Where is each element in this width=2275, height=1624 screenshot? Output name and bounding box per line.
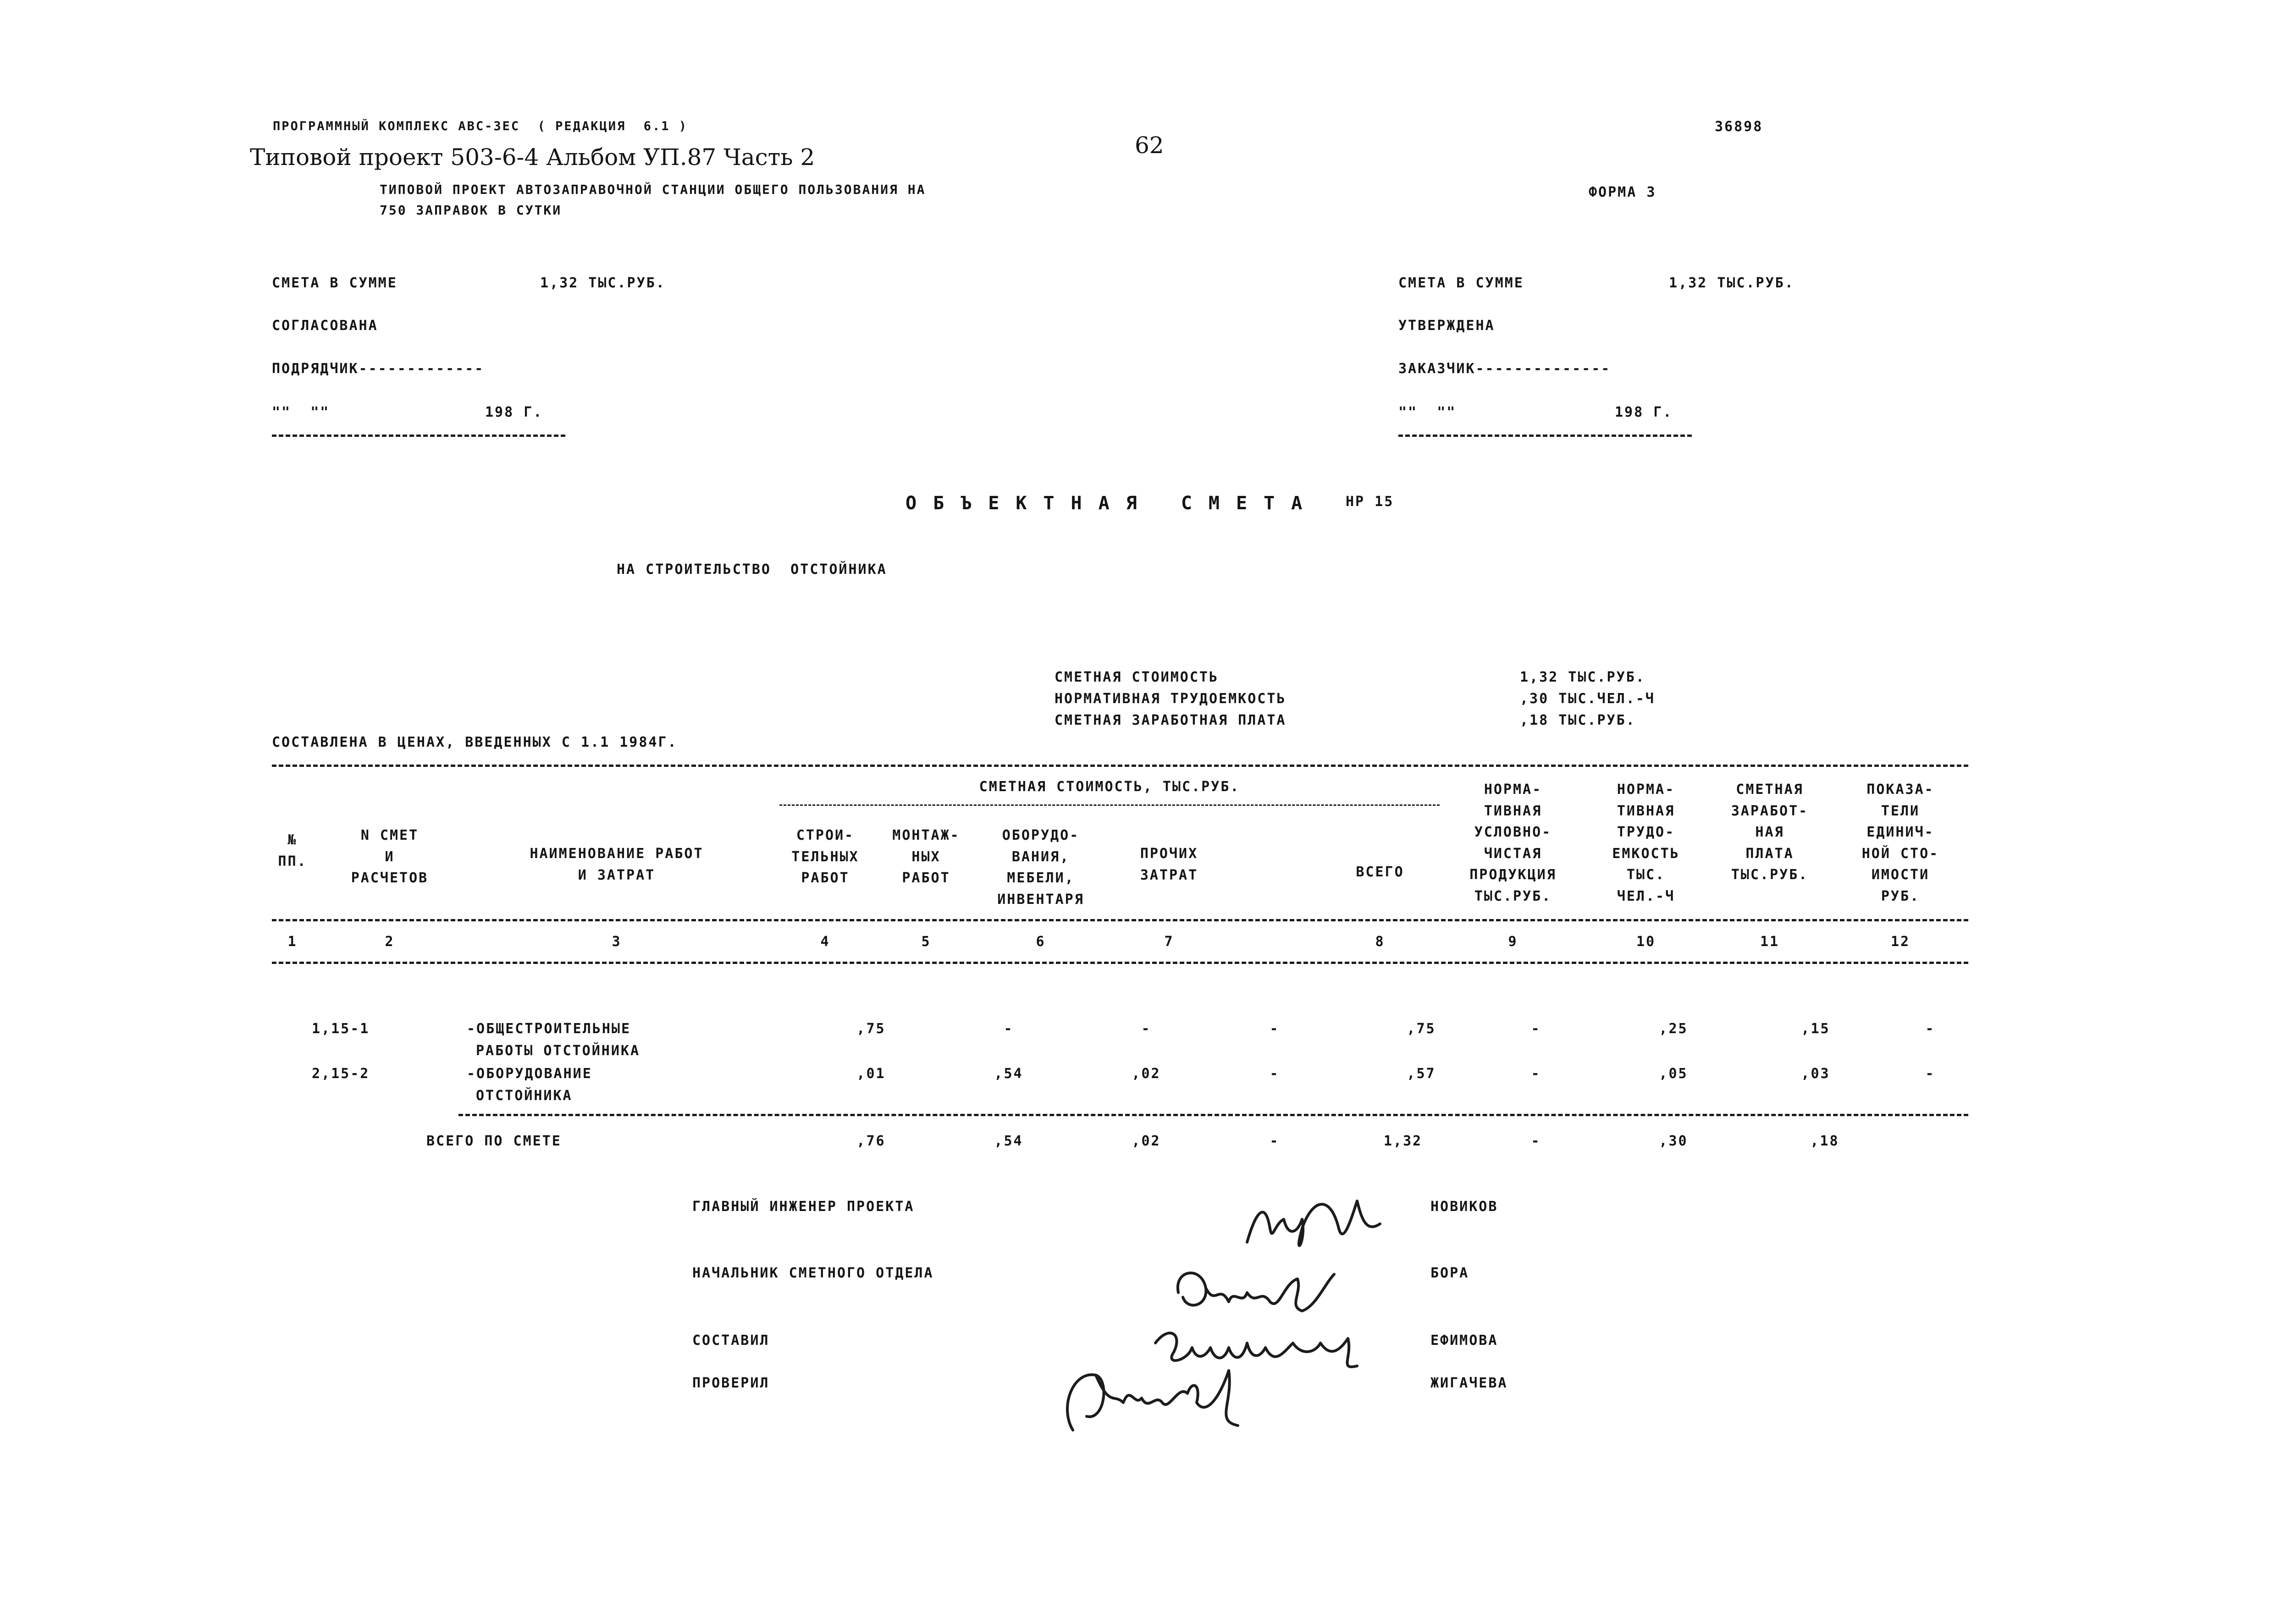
right-sum-value: 1,32 ТЫС.РУБ. xyxy=(1669,275,1795,291)
total-rule xyxy=(458,1114,1968,1116)
total-label: ВСЕГО ПО СМЕТЕ xyxy=(426,1133,562,1149)
document-title: ОБЪЕКТНАЯ СМЕТА xyxy=(906,493,1319,514)
row-2-name-1: -ОБОРУДОВАНИЕ xyxy=(467,1066,592,1082)
row-1-build: ,75 xyxy=(856,1021,886,1037)
row-2-equip: ,02 xyxy=(1132,1066,1161,1082)
cost-group-header: СМЕТНАЯ СТОИМОСТЬ, ТЫС.РУБ. xyxy=(979,779,1240,795)
header-col-1: № ПП. xyxy=(278,832,307,870)
title-line-2: 750 ЗАПРАВОК В СУТКИ xyxy=(380,203,562,218)
column-number-3: 3 xyxy=(612,934,622,950)
row-1-name-1: -ОБЩЕСТРОИТЕЛЬНЫЕ xyxy=(467,1021,631,1037)
summary-labor-label: НОРМАТИВНАЯ ТРУДОЕМКОСТЬ xyxy=(1055,691,1287,707)
project-line: Типовой проект 503-6-4 Альбом УП.87 Часть 2 xyxy=(250,144,815,171)
column-numbers-rule xyxy=(272,962,1968,964)
header-col-3: НАИМЕНОВАНИЕ РАБОТ И ЗАТРАТ xyxy=(530,846,704,883)
summary-cost-label: СМЕТНАЯ СТОИМОСТЬ xyxy=(1055,669,1219,685)
signature-role-compiled: СОСТАВИЛ xyxy=(692,1332,770,1349)
column-number-4: 4 xyxy=(820,934,830,950)
summary-labor-value: ,30 ТЫС.ЧЕЛ.-Ч xyxy=(1520,691,1655,707)
left-date-rule xyxy=(272,435,565,437)
header-col-2: N СМЕТ И РАСЧЕТОВ xyxy=(351,827,429,886)
row-1-product: - xyxy=(1531,1021,1541,1037)
right-date-year: 198 Г. xyxy=(1615,404,1673,420)
total-equip: ,02 xyxy=(1132,1133,1161,1149)
title-line-1: ТИПОВОЙ ПРОЕКТ АВТОЗАПРАВОЧНОЙ СТАНЦИИ ОБЩЕГО ПОЛЬЗОВАНИЯ НА xyxy=(380,182,926,197)
left-sum-value: 1,32 ТЫС.РУБ. xyxy=(540,275,666,291)
row-1-indicator: - xyxy=(1925,1021,1935,1037)
total-product: - xyxy=(1531,1133,1541,1149)
left-date-year: 198 Г. xyxy=(485,404,543,420)
total-other: - xyxy=(1270,1133,1280,1149)
total-labor: ,30 xyxy=(1659,1133,1688,1149)
column-number-7: 7 xyxy=(1164,934,1174,950)
row-2-other: - xyxy=(1270,1066,1280,1082)
signature-name-checked: ЖИГАЧЕВА xyxy=(1430,1375,1508,1391)
table-top-rule xyxy=(272,765,1968,767)
signature-role-checked: ПРОВЕРИЛ xyxy=(692,1375,770,1391)
cost-group-rule xyxy=(779,804,1440,806)
row-2-product: - xyxy=(1531,1066,1541,1082)
page-number: 62 xyxy=(1135,132,1164,159)
right-date-rule xyxy=(1398,435,1692,437)
total-wage: ,18 xyxy=(1810,1133,1839,1149)
right-approved-label: УТВЕРЖДЕНА xyxy=(1398,318,1495,334)
summary-wage-label: СМЕТНАЯ ЗАРАБОТНАЯ ПЛАТА xyxy=(1055,712,1287,728)
row-1-labor: ,25 xyxy=(1659,1021,1688,1037)
right-customer-line: ЗАКАЗЧИК-------------- xyxy=(1398,361,1611,377)
row-2-indicator: - xyxy=(1925,1066,1935,1082)
form-label: ФОРМА 3 xyxy=(1589,184,1657,200)
signature-role-estimate-head: НАЧАЛЬНИК СМЕТНОГО ОТДЕЛА xyxy=(692,1265,934,1281)
header-col-6: ОБОРУДО- ВАНИЯ, МЕБЕЛИ, ИНВЕНТАРЯ xyxy=(997,827,1084,908)
left-contractor-line: ПОДРЯДЧИК------------- xyxy=(272,361,485,377)
header-col-4: СТРОИ- ТЕЛЬНЫХ РАБОТ xyxy=(791,827,859,886)
column-number-8: 8 xyxy=(1375,934,1385,950)
header-col-11: СМЕТНАЯ ЗАРАБОТ- НАЯ ПЛАТА ТЫС.РУБ. xyxy=(1731,782,1809,883)
left-date-quotes: "" "" xyxy=(272,404,330,420)
column-number-5: 5 xyxy=(921,934,931,950)
row-2-total: ,57 xyxy=(1407,1066,1436,1082)
header-col-7: ПРОЧИХ ЗАТРАТ xyxy=(1140,846,1198,883)
header-bottom-rule xyxy=(272,919,1968,921)
row-2-labor: ,05 xyxy=(1659,1066,1688,1082)
left-sum-label: СМЕТА В СУММЕ xyxy=(272,275,398,291)
document-number-label: НР 15 xyxy=(1346,494,1394,510)
handwritten-signature-estimate-head xyxy=(1165,1256,1339,1325)
row-2-mount: ,54 xyxy=(994,1066,1023,1082)
document-subtitle: НА СТРОИТЕЛЬСТВО ОТСТОЙНИКА xyxy=(617,562,887,578)
row-2-calc: 2,15-2 xyxy=(312,1066,370,1082)
row-2-name-2: ОТСТОЙНИКА xyxy=(476,1088,573,1104)
row-2-wage: ,03 xyxy=(1801,1066,1830,1082)
total-mount: ,54 xyxy=(994,1133,1023,1149)
header-col-12: ПОКАЗА- ТЕЛИ ЕДИНИЧ- НОЙ СТО- ИМОСТИ РУБ. xyxy=(1861,782,1939,904)
signature-role-chief-engineer: ГЛАВНЫЙ ИНЖЕНЕР ПРОЕКТА xyxy=(692,1199,915,1215)
left-agreed-label: СОГЛАСОВАНА xyxy=(272,318,378,334)
handwritten-signature-chief-engineer xyxy=(1238,1173,1389,1265)
signature-name-estimate-head: БОРА xyxy=(1430,1265,1469,1281)
signature-name-compiled: ЕФИМОВА xyxy=(1430,1332,1498,1349)
row-1-name-2: РАБОТЫ ОТСТОЙНИКА xyxy=(476,1043,641,1059)
row-1-wage: ,15 xyxy=(1801,1021,1830,1037)
row-2-build: ,01 xyxy=(856,1066,886,1082)
handwritten-signature-checked xyxy=(1055,1352,1247,1439)
summary-wage-value: ,18 ТЫС.РУБ. xyxy=(1520,712,1636,728)
signature-name-chief-engineer: НОВИКОВ xyxy=(1430,1199,1498,1215)
header-col-5: МОНТАЖ- НЫХ РАБОТ xyxy=(892,827,960,886)
row-1-total: ,75 xyxy=(1407,1021,1436,1037)
row-1-calc: 1,15-1 xyxy=(312,1021,370,1037)
total-total: 1,32 xyxy=(1383,1133,1423,1149)
header-col-9: НОРМА- ТИВНАЯ УСЛОВНО- ЧИСТАЯ ПРОДУКЦИЯ ТЫС.РУБ. xyxy=(1469,782,1557,904)
column-number-1: 1 xyxy=(287,934,298,950)
row-1-other: - xyxy=(1270,1021,1280,1037)
header-col-10: НОРМА- ТИВНАЯ ТРУДО- ЕМКОСТЬ ТЫС. ЧЕЛ.-Ч xyxy=(1612,782,1680,904)
column-number-12: 12 xyxy=(1890,934,1911,950)
row-1-mount: - xyxy=(1004,1021,1014,1037)
program-line: ПРОГРАММНЫЙ КОМПЛЕКС АВС-ЗЕС ( РЕДАКЦИЯ 6.1 ) xyxy=(273,119,688,133)
total-build: ,76 xyxy=(856,1133,886,1149)
column-number-2: 2 xyxy=(385,934,395,950)
right-sum-label: СМЕТА В СУММЕ xyxy=(1398,275,1524,291)
header-col-8: ВСЕГО xyxy=(1356,864,1404,880)
column-number-10: 10 xyxy=(1636,934,1656,950)
column-number-9: 9 xyxy=(1508,934,1518,950)
column-number-6: 6 xyxy=(1036,934,1046,950)
prices-note: СОСТАВЛЕНА В ЦЕНАХ, ВВЕДЕННЫХ С 1.1 1984Г. xyxy=(272,734,678,750)
row-1-equip: - xyxy=(1141,1021,1151,1037)
column-number-11: 11 xyxy=(1760,934,1780,950)
summary-cost-value: 1,32 ТЫС.РУБ. xyxy=(1520,669,1646,685)
right-date-quotes: "" "" xyxy=(1398,404,1457,420)
document-number: 36898 xyxy=(1715,119,1763,135)
